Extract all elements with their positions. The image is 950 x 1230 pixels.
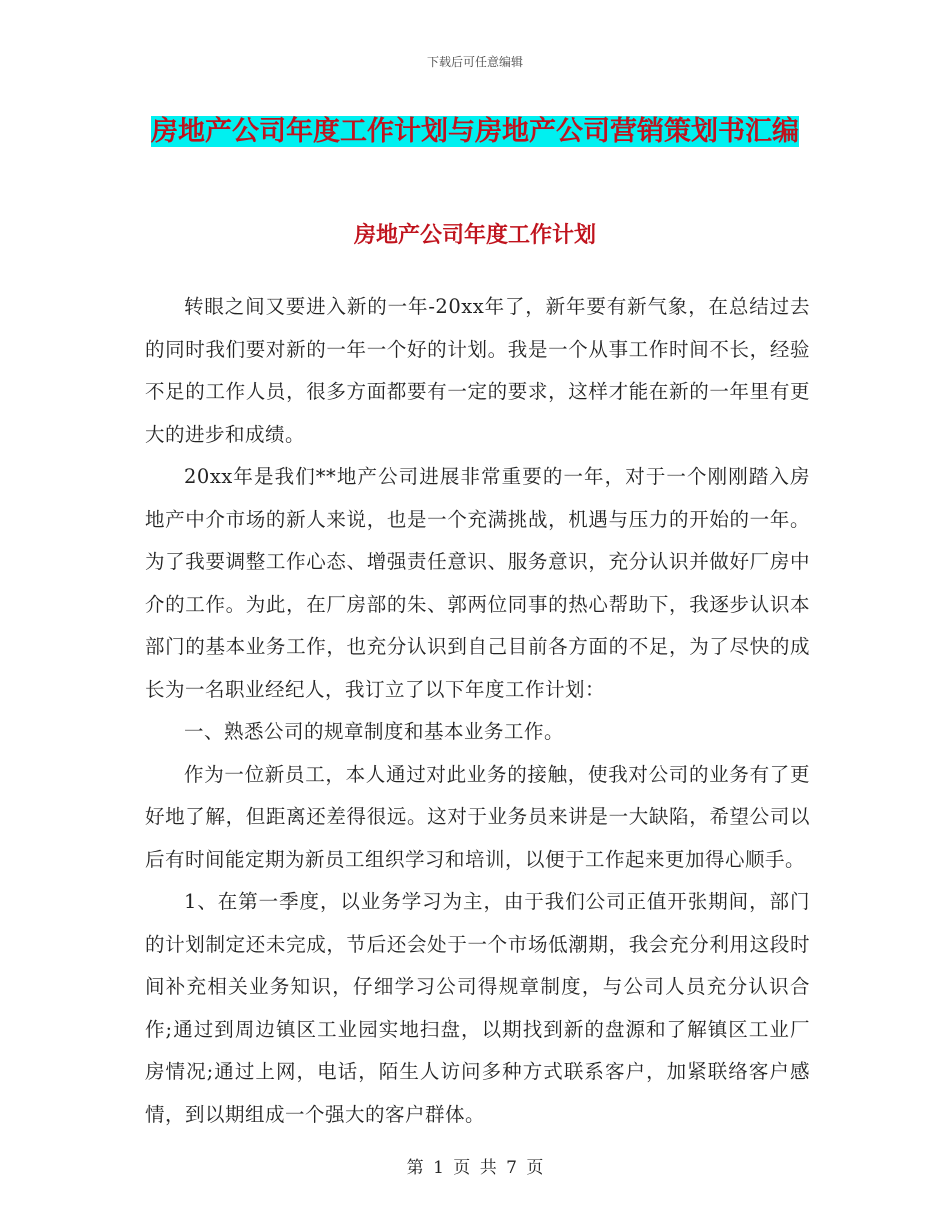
paragraph: 1、在第一季度，以业务学习为主，由于我们公司正值开张期间，部门的计划制定还未完成，节后还会处于一个市场低潮期，我会充分利用这段时间补充相关业务知识，仔细学习公司得规章制度，与公司人员充分认识合作;通过到周边镇区工业园实地扫盘，以期找到新的盘源和了解镇区工业厂房情况;通过上网，电话，陌生人访问多种方式联系客户，加紧联络客户感情，到以期组成一个强大的客户群体。 — [145, 890, 810, 1126]
page-footer: 第 1 页 共 7 页 — [406, 1158, 544, 1178]
header-note: 下载后可任意编辑 — [426, 55, 523, 69]
body-text — [145, 286, 810, 1136]
document-title-text: 房地产公司年度工作计划与房地产公司营销策划书汇编 — [151, 116, 799, 147]
section-title: 房地产公司年度工作计划 — [353, 222, 596, 248]
paragraph: 20xx年是我们**地产公司进展非常重要的一年，对于一个刚刚踏入房地产中介市场的新人来说，也是一个充满挑战，机遇与压力的开始的一年。为了我要调整工作心态、增强责任意识、服务意识，充分认识并做好厂房中介的工作。为此，在厂房部的朱、郭两位同事的热心帮助下，我逐步认识本部门的基本业务工作，也充分认识到自己目前各方面的不足，为了尽快的成长为一名职业经纪人，我订立了以下年度工作计划： — [145, 465, 810, 701]
paragraph: 一、熟悉公司的规章制度和基本业务工作。 — [184, 720, 565, 743]
paragraph: 作为一位新员工，本人通过对此业务的接触，使我对公司的业务有了更好地了解，但距离还差得很远。这对于业务员来讲是一大缺陷，希望公司以后有时间能定期为新员工组织学习和培训，以便于工作起来更加得心顺手。 — [145, 762, 810, 871]
paragraph: 转眼之间又要进入新的一年-20xx年了，新年要有新气象，在总结过去的同时我们要对新的一年一个好的计划。我是一个从事工作时间不长，经验不足的工作人员，很多方面都要有一定的要求，这样才能在新的一年里有更大的进步和成绩。 — [145, 295, 810, 446]
document-title — [145, 108, 805, 156]
